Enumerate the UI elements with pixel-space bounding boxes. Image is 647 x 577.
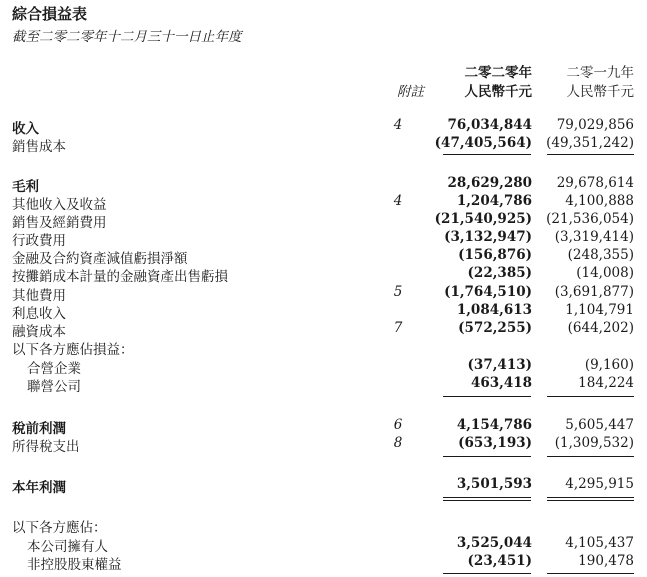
value-2019: (21,536,054)	[546, 211, 634, 227]
row-label: 按攤銷成本計量的金融資產出售虧損	[12, 269, 228, 285]
column-2019-unit: 人民幣千元	[566, 84, 634, 100]
row-note: 5	[393, 284, 403, 300]
row-profit-for-year	[0, 476, 647, 494]
value-2020: (653,193)	[458, 435, 532, 451]
value-2020: 28,629,280	[447, 175, 532, 191]
statement-title: 綜合損益表	[12, 5, 88, 23]
row-selling-expenses	[0, 211, 647, 229]
column-2020-year: 二零二零年	[464, 65, 532, 81]
row-interest-income	[0, 302, 647, 320]
value-2019: 184,224	[578, 375, 634, 391]
row-label: 其他費用	[12, 288, 66, 304]
value-2020: 1,084,613	[456, 302, 532, 318]
value-2019: (644,202)	[567, 320, 634, 336]
row-label: 所得稅支出	[12, 439, 80, 455]
subtotal-rule-2019	[547, 456, 634, 457]
row-label: 銷售成本	[12, 139, 66, 155]
row-label: 合營企業	[27, 361, 81, 377]
row-finance-costs	[0, 320, 647, 338]
row-admin-expenses	[0, 229, 647, 247]
row-label: 聯營公司	[27, 379, 81, 395]
value-2020: 4,154,786	[456, 417, 532, 433]
row-income-tax	[0, 435, 647, 453]
value-2019: (1,309,532)	[554, 435, 634, 451]
row-joint-ventures	[0, 357, 647, 375]
bottom-rule-2019	[547, 573, 634, 574]
value-2020: (3,132,947)	[444, 229, 532, 245]
value-2020: 463,418	[470, 375, 532, 391]
value-2020: 1,204,786	[456, 193, 532, 209]
value-2019: 4,295,915	[565, 476, 634, 492]
row-label: 稅前利潤	[12, 421, 66, 437]
row-label: 行政費用	[12, 233, 66, 249]
subtotal-rule-2020	[443, 154, 531, 155]
value-2019: (3,319,414)	[554, 229, 634, 245]
row-note: 6	[393, 417, 403, 433]
note-column-header: 附註	[397, 84, 424, 100]
row-disposal-loss	[0, 265, 647, 283]
subtotal-rule-2019	[547, 154, 634, 155]
value-2020: (1,764,510)	[444, 284, 532, 300]
row-label: 以下各方應佔損益：	[12, 342, 134, 358]
value-2019: 29,678,614	[556, 175, 634, 191]
value-2019: (49,351,242)	[546, 135, 634, 151]
value-2019: 4,105,437	[565, 535, 634, 551]
value-2019: (248,355)	[567, 247, 634, 263]
row-associates	[0, 375, 647, 393]
total-rule-2020	[443, 497, 531, 498]
value-2020: 76,034,844	[447, 117, 532, 133]
statement-period: 截至二零二零年十二月三十一日止年度	[12, 29, 242, 45]
row-note: 4	[393, 193, 403, 209]
row-non-controlling-interests	[0, 553, 647, 571]
value-2019: 190,478	[578, 553, 634, 569]
value-2020: (37,413)	[467, 357, 532, 373]
value-2019: 1,104,791	[565, 302, 634, 318]
row-label: 其他收入及收益	[12, 197, 107, 213]
row-label: 本公司擁有人	[27, 539, 108, 555]
row-impairment-losses	[0, 247, 647, 265]
value-2019: 5,605,447	[565, 417, 634, 433]
value-2020: (156,876)	[458, 247, 532, 263]
value-2020: (22,385)	[467, 265, 532, 281]
row-label: 非控股股東權益	[27, 557, 122, 573]
row-label: 金融及合約資產減值虧損淨額	[12, 251, 188, 267]
value-2020: (21,540,925)	[434, 211, 532, 227]
row-other-expenses	[0, 284, 647, 302]
row-note: 7	[393, 320, 403, 336]
row-label: 本年利潤	[12, 480, 66, 496]
row-share-of-profit-heading	[0, 338, 647, 356]
value-2019: 79,029,856	[556, 117, 634, 133]
row-profit-before-tax	[0, 417, 647, 435]
value-2020: (47,405,564)	[434, 135, 532, 151]
row-gross-profit	[0, 175, 647, 193]
subtotal-rule-2020	[443, 396, 531, 397]
value-2019: (9,160)	[584, 357, 634, 373]
row-label: 收入	[12, 121, 39, 137]
row-attributable-heading	[0, 516, 647, 534]
row-label: 融資成本	[12, 324, 66, 340]
row-note: 4	[393, 117, 403, 133]
bottom-rule-2020	[443, 573, 531, 574]
total-rule-2019	[547, 497, 634, 498]
value-2020: (572,255)	[458, 320, 532, 336]
row-label: 毛利	[12, 179, 39, 195]
row-label: 以下各方應佔：	[12, 520, 107, 536]
row-cost-of-sales	[0, 135, 647, 153]
subtotal-rule-2019	[547, 396, 634, 397]
column-2019-year: 二零一九年	[566, 65, 634, 81]
value-2020: 3,501,593	[456, 476, 532, 492]
value-2020: (23,451)	[467, 553, 532, 569]
row-note: 8	[393, 435, 403, 451]
total-double-rule-2019	[547, 500, 634, 501]
value-2019: 4,100,888	[565, 193, 634, 209]
column-2020-unit: 人民幣千元	[464, 84, 532, 100]
row-label: 利息收入	[12, 306, 66, 322]
value-2019: (14,008)	[576, 265, 634, 281]
row-other-income	[0, 193, 647, 211]
row-revenue	[0, 117, 647, 135]
row-label: 銷售及經銷費用	[12, 215, 107, 231]
value-2020: 3,525,044	[456, 535, 532, 551]
total-double-rule-2020	[443, 500, 531, 501]
row-owners-of-company	[0, 535, 647, 553]
value-2019: (3,691,877)	[554, 284, 634, 300]
subtotal-rule-2020	[443, 456, 531, 457]
